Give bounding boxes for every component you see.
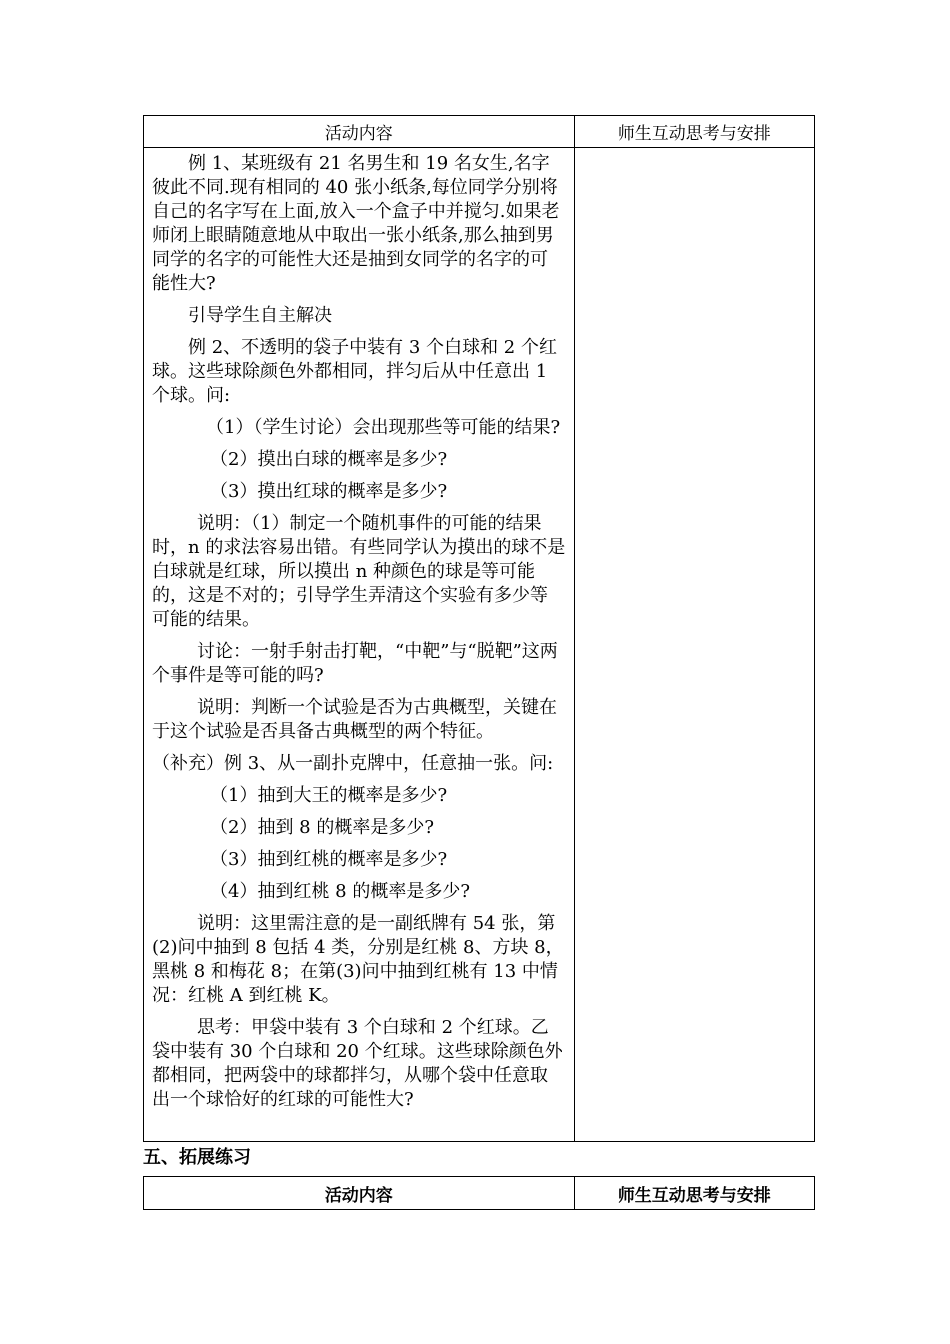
example-3-text: （补充）例 3、从一副扑克牌中，任意抽一张。问:	[152, 753, 554, 774]
activity-table	[143, 115, 815, 1142]
example-3-q3: （3）抽到红桃的概率是多少?	[210, 849, 448, 870]
note-2-text: 说明：判断一个试验是否为古典概型，关键在于这个试验是否具备古典概型的两个特征。	[152, 697, 557, 742]
table-header-row	[144, 1177, 815, 1210]
activity-table-2	[143, 1176, 815, 1210]
table-header-row	[144, 116, 815, 148]
example-3-q2: （2）抽到 8 的概率是多少?	[210, 817, 434, 838]
example-2-q1: （1）（学生讨论）会出现那些等可能的结果?	[206, 417, 561, 438]
header-interaction-arrangement: 师生互动思考与安排	[574, 116, 814, 148]
example-3-q1: （1）抽到大王的概率是多少?	[210, 785, 448, 806]
activity-content-cell	[144, 148, 575, 1142]
note-1-text: 说明：（1）制定一个随机事件的可能的结果时，n 的求法容易出错。有些同学认为摸出的球不是白球就是红球，所以摸出 n 种颜色的球是等可能的，这是不对的；引导学生弄清这个实验有多少等可能的结果。	[152, 513, 566, 630]
section-title: 五、拓展练习	[143, 1147, 251, 1168]
thinking-text: 思考：甲袋中装有 3 个白球和 2 个红球。乙袋中装有 30 个白球和 20 个红球。这些球除颜色外都相同，把两袋中的球都拌匀，从哪个袋中任意取出一个球恰好的红球的可能性大?	[152, 1017, 563, 1110]
example-3-q4: （4）抽到红桃 8 的概率是多少?	[210, 881, 470, 902]
discussion-text: 讨论：一射手射击打靶，“中靶”与“脱靶”这两个事件是等可能的吗?	[152, 641, 558, 686]
example-2-q2: （2）摸出白球的概率是多少?	[210, 449, 448, 470]
interaction-arrangement-cell	[574, 148, 814, 1142]
header-activity-content: 活动内容	[144, 1177, 575, 1210]
table-content-row	[144, 148, 815, 1142]
header-interaction-arrangement: 师生互动思考与安排	[574, 1177, 814, 1210]
example-2-text: 例 2、不透明的袋子中装有 3 个白球和 2 个红球。这些球除颜色外都相同，拌匀后从中任意出 1 个球。问:	[152, 337, 557, 406]
example-2-q3: （3）摸出红球的概率是多少?	[210, 481, 448, 502]
note-3-text: 说明：这里需注意的是一副纸牌有 54 张，第(2)问中抽到 8 包括 4 类，分别是红桃 8、方块 8，黑桃 8 和梅花 8；在第(3)问中抽到红桃有 13 中情况：红桃 A 到红桃 K。	[152, 913, 564, 1006]
header-activity-content: 活动内容	[144, 116, 575, 148]
guide-text: 引导学生自主解决	[188, 305, 332, 326]
example-1-text: 例 1、某班级有 21 名男生和 19 名女生,名字彼此不同.现有相同的 40 张小纸条,每位同学分别将自己的名字写在上面,放入一个盒子中并搅匀.如果老师闭上眼睛随意地从中取出一张小纸条,那么抽到男同学的名字的可能性大还是抽到女同学的名字的可能性大?	[152, 153, 560, 294]
